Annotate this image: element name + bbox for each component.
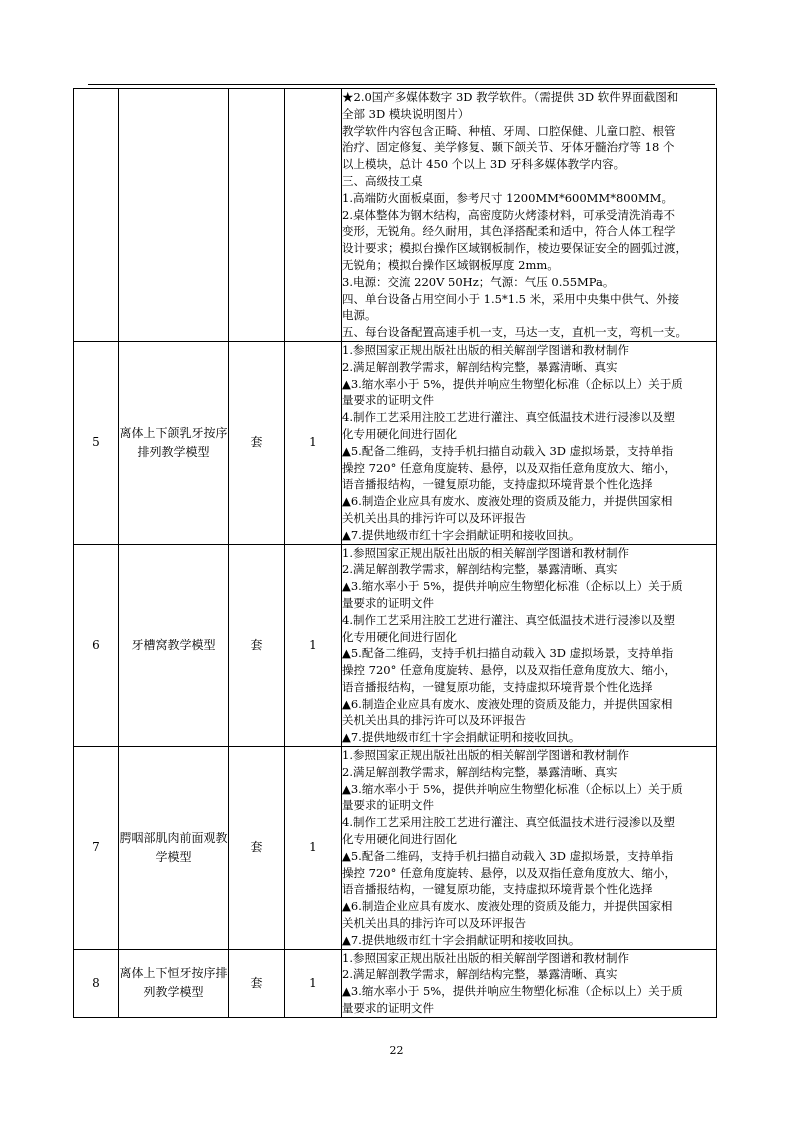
spec-line: 无锐角；模拟台操作区域钢板厚度 2mm。 [342, 257, 559, 272]
spec-line: 操控 720° 任意角度旋转、悬停，以及双指任意角度放大、缩小， [342, 663, 677, 678]
spec-line: ▲7.提供地级市红十字会捐献证明和接收回执。 [342, 730, 581, 745]
item-number-cell: 8 [74, 949, 119, 1017]
spec-line: ▲5.配备二维码，支持手机扫描自动载入 3D 虚拟场景，支持单指 [342, 646, 674, 661]
table-row [74, 544, 717, 747]
quantity-cell: 1 [285, 949, 342, 1017]
table-row [74, 747, 717, 950]
equipment-spec-table [73, 88, 717, 1018]
specification-cell [342, 341, 717, 544]
spec-line: 电源。 [342, 308, 377, 323]
spec-line: 1.参照国家正规出版社出版的相关解剖学图谱和教材制作 [342, 545, 629, 560]
item-number-cell [74, 89, 119, 342]
spec-line: ▲5.配备二维码，支持手机扫描自动载入 3D 虚拟场景，支持单指 [342, 443, 674, 458]
spec-line: 2.满足解剖教学需求，解剖结构完整，暴露清晰、真实 [342, 359, 618, 374]
spec-line: 教学软件内容包含正畸、种植、牙周、口腔保健、儿童口腔、根管 [342, 123, 676, 138]
spec-line: 语音播报结构，一键复原功能，支持虚拟环境背景个性化选择 [342, 679, 653, 694]
spec-line: 1.参照国家正规出版社出版的相关解剖学图谱和教材制作 [342, 950, 629, 965]
spec-line: ▲3.缩水率小于 5%，提供并响应生物塑化标准（企标以上）关于质 [342, 781, 683, 796]
spec-line: 4.制作工艺采用注胶工艺进行灌注、真空低温技术进行浸渗以及塑 [342, 612, 675, 627]
item-number-cell: 7 [74, 747, 119, 950]
spec-line: 关机关出具的排污许可以及环评报告 [342, 713, 526, 728]
spec-line: 四、单台设备占用空间小于 1.5*1.5 米，采用中央集中供气、外接 [342, 291, 680, 306]
spec-line: ▲7.提供地级市红十字会捐献证明和接收回执。 [342, 527, 581, 542]
spec-line: 2.桌体整体为钢木结构，高密度防火烤漆材料，可承受清洗消毒不 [342, 207, 675, 222]
specification-cell [342, 747, 717, 950]
unit-cell: 套 [229, 747, 285, 950]
spec-line: 量要求的证明文件 [342, 393, 434, 408]
specification-cell [342, 949, 717, 1017]
spec-line: 4.制作工艺采用注胶工艺进行灌注、真空低温技术进行浸渗以及塑 [342, 815, 675, 830]
spec-line: 变形，无锐角。经久耐用，其色泽搭配柔和适中，符合人体工程学 [342, 224, 676, 239]
table-row [74, 89, 717, 342]
quantity-cell: 1 [285, 341, 342, 544]
unit-cell [229, 89, 285, 342]
item-name-cell [119, 89, 229, 342]
spec-line: 2.满足解剖教学需求，解剖结构完整，暴露清晰、真实 [342, 562, 618, 577]
spec-line: 1.参照国家正规出版社出版的相关解剖学图谱和教材制作 [342, 748, 629, 763]
spec-line: 语音播报结构，一键复原功能，支持虚拟环境背景个性化选择 [342, 882, 653, 897]
spec-line: 以上模块，总计 450 个以上 3D 牙科多媒体教学内容。 [342, 157, 626, 172]
spec-line: 关机关出具的排污许可以及环评报告 [342, 510, 526, 525]
spec-table-body [74, 89, 717, 1018]
unit-cell: 套 [229, 949, 285, 1017]
spec-line: 1.参照国家正规出版社出版的相关解剖学图谱和教材制作 [342, 342, 629, 357]
unit-cell: 套 [229, 544, 285, 747]
spec-line: ▲7.提供地级市红十字会捐献证明和接收回执。 [342, 932, 581, 947]
spec-line: ▲6.制造企业应具有废水、废液处理的资质及能力，并提供国家相 [342, 494, 673, 509]
spec-line: 化专用硬化间进行固化 [342, 426, 457, 441]
spec-line: 关机关出具的排污许可以及环评报告 [342, 916, 526, 931]
specification-cell [342, 89, 717, 342]
spec-line: 三、高级技工桌 [342, 173, 423, 188]
spec-line: 语音播报结构，一键复原功能，支持虚拟环境背景个性化选择 [342, 477, 653, 492]
spec-line: 化专用硬化间进行固化 [342, 629, 457, 644]
spec-line: 量要求的证明文件 [342, 798, 434, 813]
spec-line: 化专用硬化间进行固化 [342, 832, 457, 847]
spec-line: ▲3.缩水率小于 5%，提供并响应生物塑化标准（企标以上）关于质 [342, 579, 683, 594]
spec-line: 量要求的证明文件 [342, 595, 434, 610]
spec-line: ▲6.制造企业应具有废水、废液处理的资质及能力，并提供国家相 [342, 899, 673, 914]
table-row [74, 949, 717, 1017]
spec-line: 2.满足解剖教学需求，解剖结构完整，暴露清晰、真实 [342, 967, 618, 982]
spec-line: 操控 720° 任意角度旋转、悬停，以及双指任意角度放大、缩小， [342, 460, 677, 475]
quantity-cell: 1 [285, 544, 342, 747]
header-rule [88, 84, 715, 85]
item-name-cell: 腭咽部肌肉前面观教学模型 [119, 747, 229, 950]
item-number-cell: 6 [74, 544, 119, 747]
item-name-cell: 离体上下恒牙按序排列教学模型 [119, 949, 229, 1017]
spec-line: 4.制作工艺采用注胶工艺进行灌注、真空低温技术进行浸渗以及塑 [342, 410, 675, 425]
spec-line: 五、每台设备配置高速手机一支，马达一支，直机一支，弯机一支。 [342, 325, 687, 340]
spec-line: 设计要求；模拟台操作区域钢板制作，棱边要保证安全的圆弧过渡， [342, 241, 687, 256]
spec-line: ▲5.配备二维码，支持手机扫描自动载入 3D 虚拟场景，支持单指 [342, 848, 674, 863]
spec-line: ▲3.缩水率小于 5%，提供并响应生物塑化标准（企标以上）关于质 [342, 376, 683, 391]
spec-line: ▲6.制造企业应具有废水、废液处理的资质及能力，并提供国家相 [342, 696, 673, 711]
page-number: 22 [389, 1044, 404, 1057]
spec-line: 3.电源：交流 220V 50Hz；气源：气压 0.55MPa。 [342, 274, 615, 289]
spec-line: 全部 3D 模块说明图片） [342, 106, 470, 121]
spec-line: 治疗、固定修复、美学修复、颞下颌关节、牙体牙髓治疗等 18 个 [342, 140, 675, 155]
quantity-cell: 1 [285, 747, 342, 950]
spec-line: ▲3.缩水率小于 5%，提供并响应生物塑化标准（企标以上）关于质 [342, 984, 683, 999]
table-row [74, 341, 717, 544]
quantity-cell [285, 89, 342, 342]
item-number-cell: 5 [74, 341, 119, 544]
spec-line: 1.高端防火面板桌面，参考尺寸 1200MM*600MM*800MM。 [342, 190, 673, 205]
specification-cell [342, 544, 717, 747]
item-name-cell: 牙槽窝教学模型 [119, 544, 229, 747]
spec-line: 2.满足解剖教学需求，解剖结构完整，暴露清晰、真实 [342, 764, 618, 779]
item-name-cell: 离体上下颌乳牙按序排列教学模型 [119, 341, 229, 544]
unit-cell: 套 [229, 341, 285, 544]
spec-line: 操控 720° 任意角度旋转、悬停，以及双指任意角度放大、缩小， [342, 865, 677, 880]
spec-line: ★2.0国产多媒体数字 3D 教学软件。（需提供 3D 软件界面截图和 [342, 90, 679, 104]
spec-line: 量要求的证明文件 [342, 1001, 434, 1016]
